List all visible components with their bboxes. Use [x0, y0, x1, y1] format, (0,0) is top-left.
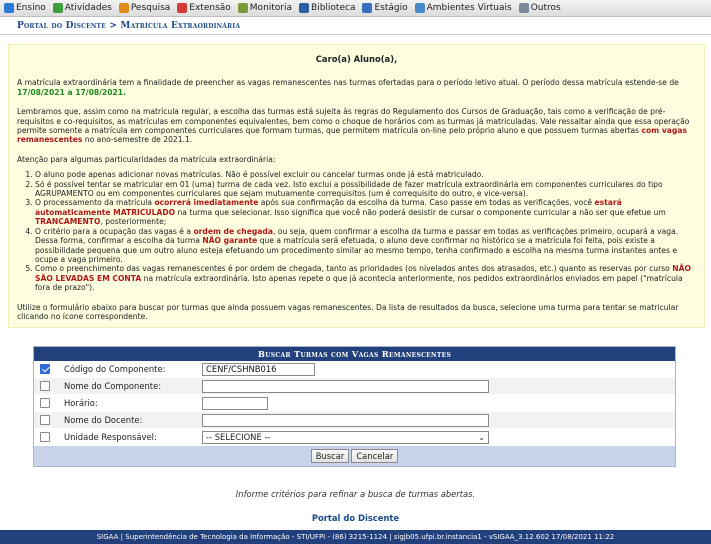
rule-item: 5. Como o preenchimento das vagas remanescentes é por ordem de chegada, tanto as prioridades (os nivelados antes dos atrasados, etc.) quanto as reservas por curso NÃO SÃO LEVADAS EM CONTA na matrícula extraordinária. Isto apenas repete o que já acontecia anteriormente, nos pedidos extraordinários enviados em papel ("matrícula fora de prazo").: [35, 264, 696, 292]
rules-list: [35, 170, 696, 292]
form-row-docente: [34, 412, 675, 429]
menu-item-ensino[interactable]: [4, 3, 46, 13]
search-hint: Informe critérios para refinar a busca de turmas abertas.: [235, 489, 476, 499]
buscar-button[interactable]: Buscar: [311, 449, 350, 463]
instructions-panel: [8, 44, 705, 328]
codigo-label: Código do Componente:: [64, 364, 166, 374]
menu-item-label: Ambientes Virtuais: [426, 3, 512, 13]
menu-item-label: Atividades: [64, 3, 112, 13]
menu-item-label: Pesquisa: [130, 3, 171, 13]
form-row-nome: [34, 378, 675, 395]
unidade-select[interactable]: -- SELECIONE -- ⌄: [202, 431, 489, 444]
monitor-person-icon: [238, 3, 248, 13]
chevron-down-icon: ⌄: [478, 432, 485, 442]
form-row-horario: [34, 395, 675, 412]
breadcrumb: [0, 17, 711, 35]
menu-item-label: Outros: [530, 3, 561, 13]
menu-item-label: Monitoria: [249, 3, 293, 13]
docente-input[interactable]: [202, 414, 489, 427]
rule-item: 4. O critério para a ocupação das vagas é a ordem de chegada, ou seja, quem confirmar a escolha da turma e passar em todas as verificações primeiro, ocupará a vaga. Dessa forma, confirmar a escolha da turma NÃO garante que a matrícula será efetuada, o aluno deve confirmar no histórico se a matrícula foi feita, pois existe a possibilidade pequena que um outro aluno esteja efetuando um procedimento similar ao mesmo tempo, tenha confirmado a escolha na mesma turma instantes antes e ocupe a vaga primeiro.: [35, 227, 696, 265]
search-form: [33, 346, 676, 467]
form-actions: [34, 446, 675, 466]
form-row-unidade: [34, 429, 675, 446]
menu-item-biblioteca[interactable]: [299, 3, 355, 13]
codigo-input[interactable]: CENF/CSHNB016: [202, 363, 315, 376]
heart-icon: [177, 3, 187, 13]
briefcase-icon: [362, 3, 372, 13]
form-row-codigo: [34, 361, 675, 378]
menu-item-label: Estágio: [374, 3, 408, 13]
unidade-label: Unidade Responsável:: [64, 432, 157, 442]
rule-item: 2. Só é possível tentar se matricular em 01 (uma) turma de cada vez. Isto exclui a possibilidade de fazer matrícula extraordinária em componentes curriculares do tipo AGRUPAMENTO ou em componentes curriculares que sejam mutuamente correquisitos (um é correquisito do outro, e vice-versa).: [35, 180, 696, 199]
menu-item-atividades[interactable]: [53, 3, 112, 13]
intro-paragraph: A matrícula extraordinária tem a finalidade de preencher as vagas remanescentes nas turmas ofertadas para o período letivo atual. O período dessa matrícula estende-se de 17/08/2021 a 17/08/2021.: [17, 78, 679, 97]
docente-checkbox[interactable]: [40, 415, 50, 425]
rule-item: 1. O aluno pode apenas adicionar novas matrículas. Não é possível excluir ou cancelar turmas onde já está matriculado.: [35, 170, 696, 179]
menu-item-outros[interactable]: [519, 3, 561, 13]
portal-discente-link[interactable]: Portal do Discente: [311, 513, 400, 523]
nome-input[interactable]: [202, 380, 489, 393]
menu-item-label: Extensão: [189, 3, 231, 13]
menu-item-monitoria[interactable]: [238, 3, 292, 13]
rules-paragraph: Lembramos que, assim como na matrícula regular, a escolha das turmas está sujeita às regras do Regulamento dos Cursos de Graduação, tais como a verificação de pré-requisitos e co-requisitos, as matrículas em componentes equivalentes, bem como o choque de horários com as turmas já matriculadas. Vale ressaltar ainda que essa operação permite somente a matrícula em componentes curriculares que formam turmas, que permitem matrícula on-line pelo próprio aluno e que possuem turmas abertas com vagas remanescentes no ano-semestre de 2021.1.: [17, 107, 690, 145]
unidade-checkbox[interactable]: [40, 432, 50, 442]
horario-label: Horário:: [64, 398, 98, 408]
docente-label: Nome do Docente:: [64, 415, 143, 425]
menu-item-estágio[interactable]: [362, 3, 407, 13]
people-icon: [53, 3, 63, 13]
top-menu-bar: [0, 0, 711, 17]
globe-icon: [415, 3, 425, 13]
menu-item-label: Ensino: [16, 3, 46, 13]
flask-icon: [119, 3, 129, 13]
horario-checkbox[interactable]: [40, 398, 50, 408]
breadcrumb-text: Portal do Discente > Matrícula Extraordinária: [17, 20, 241, 31]
form-caption: Buscar Turmas com Vagas Remanescentes: [34, 347, 675, 361]
nome-checkbox[interactable]: [40, 381, 50, 391]
footer-status-bar: SIGAA | Superintendência de Tecnologia da Informação - STI/UFPI - (86) 3215-1124 | sigjb05.ufpi.br.instancia1 - vSIGAA_3.12.602 17/08/2021 11:22: [0, 530, 711, 544]
cancelar-button[interactable]: Cancelar: [351, 449, 398, 463]
menu-item-extensão[interactable]: [177, 3, 231, 13]
rule-item: 3. O processamento da matrícula ocorrerá imediatamente após sua confirmação da escolha da turma. Caso passe em todas as verificações, você estará automaticamente MATRICULADO na turma que selecionar. Isso significa que você não poderá desistir de cursar o componente curricular a não ser que efetue um TRANCAMENTO, posteriormente;: [35, 198, 696, 226]
enrollment-period: 17/08/2021 a 17/08/2021.: [17, 87, 126, 97]
book-icon: [299, 3, 309, 13]
menu-item-ambientes-virtuais[interactable]: [415, 3, 512, 13]
menu-item-pesquisa[interactable]: [119, 3, 170, 13]
menu-item-label: Biblioteca: [311, 3, 356, 13]
horario-input[interactable]: [202, 397, 268, 410]
more-icon: [519, 3, 529, 13]
greeting: Caro(a) Aluno(a),: [315, 54, 398, 64]
usage-paragraph: Utilize o formulário abaixo para buscar por turmas que ainda possuem vagas remanescentes. Da lista de resultados da busca, selecione uma turma para tentar se matricular clicando no ícone correspondente.: [17, 302, 679, 321]
codigo-checkbox[interactable]: [40, 364, 50, 374]
nome-label: Nome do Componente:: [64, 381, 162, 391]
attention-paragraph: Atenção para algumas particularidades da matrícula extraordinária:: [17, 154, 276, 164]
graduation-icon: [4, 3, 14, 13]
